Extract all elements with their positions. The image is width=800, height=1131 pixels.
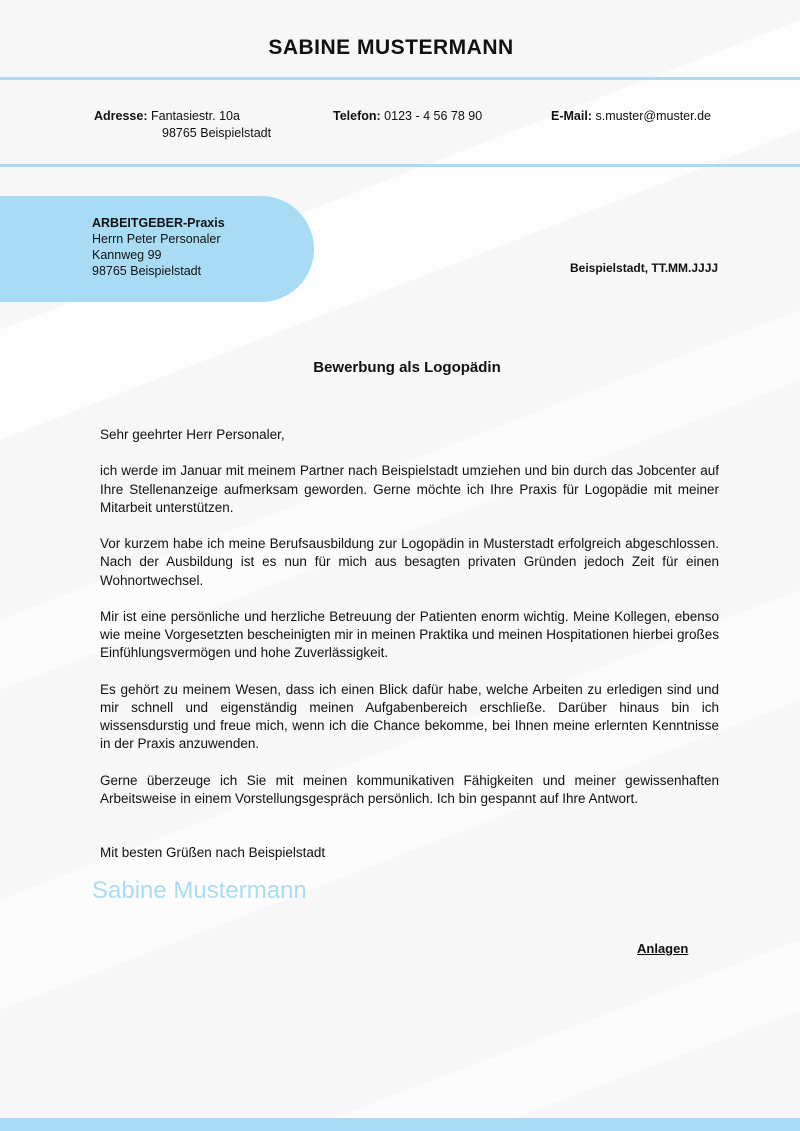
- recipient-company: ARBEITGEBER-Praxis: [92, 216, 225, 230]
- phone-number: 0123 - 4 56 78 90: [384, 109, 483, 123]
- paragraph: Es gehört zu meinem Wesen, dass ich einen Blick dafür habe, welche Arbeiten zu erledigen sind und mir schnell und eigenständig meinen Aufgabenbereich erschließe. Darüber hinaus bin ich wissensdurstig und freue mich, wenn ich die Chance bekomme, bei Ihnen meine erlernten Kenntnisse in der Praxis anzuwenden.: [100, 681, 719, 752]
- letter-body: [100, 426, 719, 826]
- recipient-address: [92, 215, 225, 279]
- address-label: Adresse:: [94, 109, 148, 123]
- address-line1: Fantasiestr. 10a: [150, 109, 240, 123]
- paragraph: Vor kurzem habe ich meine Berufsausbildung zur Logopädin in Musterstadt erfolgreich abgeschlossen. Nach der Ausbildung ist es nun für mich aus besagten privaten Gründen jedoch Zeit für einen Wohnortwechsel.: [100, 536, 719, 588]
- phone-label: Telefon:: [333, 109, 381, 123]
- recipient-city: 98765 Beispielstadt: [92, 264, 202, 278]
- closing-line: Mit besten Grüßen nach Beispielstadt: [100, 845, 326, 860]
- paragraph: ich werde im Januar mit meinem Partner nach Beispielstadt umziehen und bin durch das Jobcenter auf Ihre Stellenanzeige aufmerksam geworden. Gerne möchte ich Ihre Praxis für Logopädie mit meiner Mitarbeit unterstützen.: [100, 463, 719, 515]
- email-label: E-Mail:: [551, 109, 592, 123]
- phone-block: [333, 108, 482, 125]
- place-date: Beispielstadt, TT.MM.JJJJ: [570, 261, 719, 275]
- recipient-street: Kannweg 99: [92, 248, 162, 262]
- paragraph: Gerne überzeuge ich Sie mit meinen kommunikativen Fähigkeiten und meiner gewissenhaften Arbeitsweise in einem Vorstellungsgespräch persönlich. Ich bin gespannt auf Ihre Antwort.: [100, 772, 719, 806]
- attachments-link[interactable]: Anlagen: [637, 941, 689, 956]
- header-divider-bottom: [0, 164, 800, 167]
- address-line2: 98765 Beispielstadt: [162, 126, 272, 140]
- signature: Sabine Mustermann: [92, 877, 307, 904]
- applicant-name: SABINE MUSTERMANN: [268, 36, 514, 59]
- subject-line: Bewerbung als Logopädin: [313, 359, 501, 376]
- email-address: s.muster@muster.de: [595, 109, 711, 123]
- address-block: [94, 108, 271, 142]
- footer-bar: [0, 1118, 800, 1131]
- paragraph: Mir ist eine persönliche und herzliche Betreuung der Patienten enorm wichtig. Meine Kollegen, ebenso wie meine Vorgesetzten bescheinigten mir in meinen Praktika und meinen Hospitationen hierbei großes Einfühlungsvermögen und hohe Zuverlässigkeit.: [100, 608, 719, 661]
- header-divider-top: [0, 77, 800, 80]
- salutation: Sehr geehrter Herr Personaler,: [100, 427, 285, 442]
- recipient-contact: Herrn Peter Personaler: [92, 232, 221, 246]
- email-block: [551, 108, 711, 125]
